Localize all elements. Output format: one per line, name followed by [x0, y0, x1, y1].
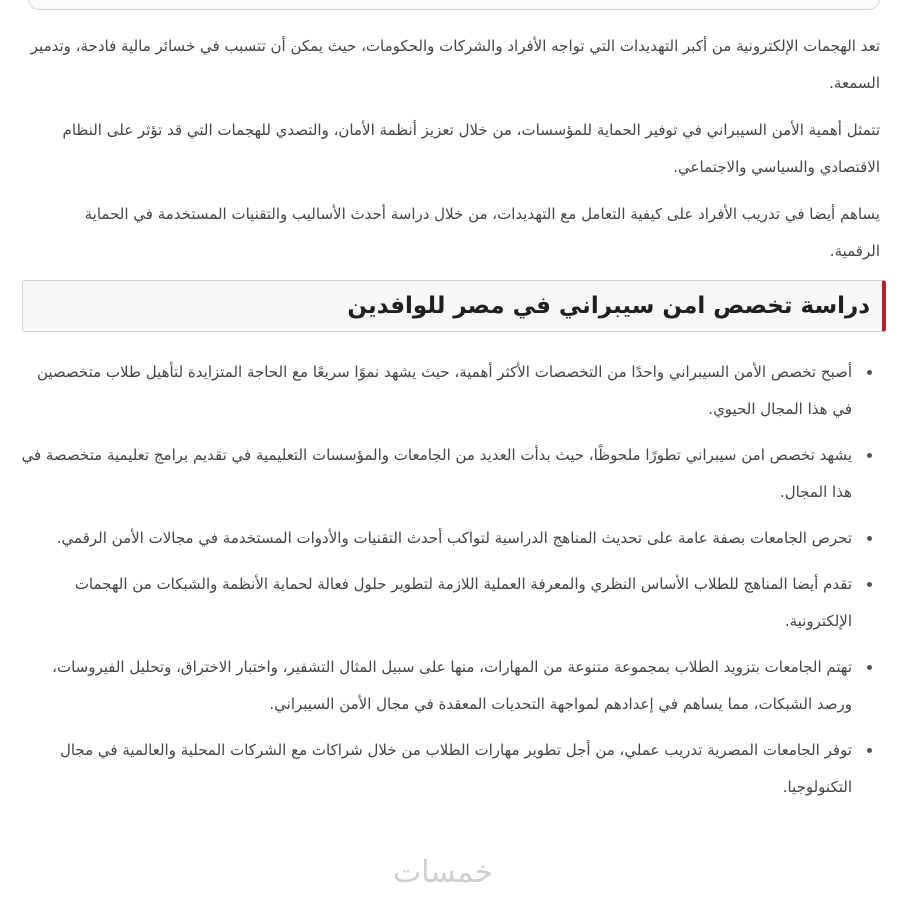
bullet-list [20, 354, 880, 806]
list-item: تهتم الجامعات بتزويد الطلاب بمجموعة متنوعة من المهارات، منها على سبيل المثال التشفير، واختبار الاختراق، وتحليل الفيروسات، ورصد الشبكات، مما يساهم في إعدادهم لمواجهة التحديات المعقدة في مجال الأمن السيبراني. [20, 649, 852, 723]
article-content [20, 28, 880, 815]
section-heading-box [22, 280, 886, 332]
list-item: أصبح تخصص الأمن السيبراني واحدًا من التخصصات الأكثر أهمية، حيث يشهد نموًا سريعًا مع الحاجة المتزايدة لتأهيل طلاب متخصصين في هذا المجال الحيوي. [20, 354, 852, 428]
section-heading: دراسة تخصص امن سيبراني في مصر للوافدين [347, 293, 870, 319]
previous-section-box [28, 0, 880, 10]
intro-paragraph-1: تعد الهجمات الإلكترونية من أكبر التهديدات التي تواجه الأفراد والشركات والحكومات، حيث يمكن أن تتسبب في خسائر مالية فادحة، وتدمير السمعة. [30, 37, 880, 92]
list-item: توفر الجامعات المصرية تدريب عملي، من أجل تطوير مهارات الطلاب من خلال شراكات مع الشركات المحلية والعالمية في مجال التكنولوجيا. [20, 732, 852, 806]
list-item: تقدم أيضا المناهج للطلاب الأساس النظري والمعرفة العملية اللازمة لتطوير حلول فعالة لحماية الأنظمة والشبكات من الهجمات الإلكترونية. [20, 566, 852, 640]
intro-paragraph-2: تتمثل أهمية الأمن السيبراني في توفير الحماية للمؤسسات، من خلال تعزيز أنظمة الأمان، والتصدي للهجمات التي قد تؤثر على النظام الاقتصادي والسياسي والاجتماعي. [62, 121, 880, 176]
list-item: يشهد تخصص امن سيبراني تطورًا ملحوظًا، حيث بدأت العديد من الجامعات والمؤسسات التعليمية في تقديم برامج تعليمية متخصصة في هذا المجال. [20, 437, 852, 511]
intro-paragraph-3: يساهم أيضا في تدريب الأفراد على كيفية التعامل مع التهديدات، من خلال دراسة أحدث الأساليب والتقنيات المستخدمة في الحماية الرقمية. [84, 205, 880, 260]
watermark-logo: خمسات [393, 855, 494, 890]
list-item: تحرص الجامعات بصفة عامة على تحديث المناهج الدراسية لتواكب أحدث التقنيات والأدوات المستخدمة في مجالات الأمن الرقمي. [20, 520, 852, 557]
